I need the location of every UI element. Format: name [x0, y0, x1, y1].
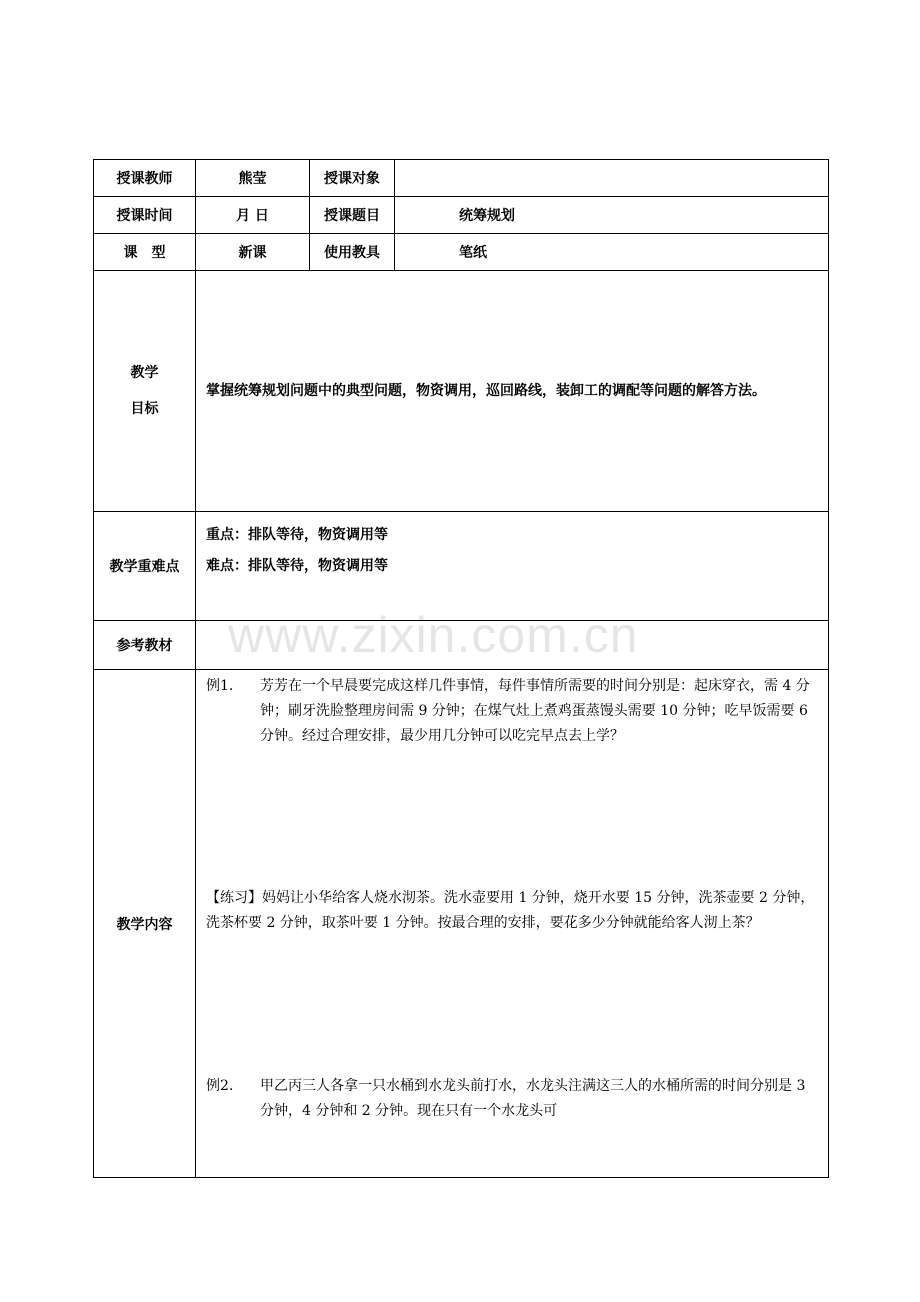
- type-label: 课 型: [94, 234, 196, 271]
- goal-label-line2: 目标: [130, 401, 159, 417]
- target-value: [395, 160, 829, 197]
- target-label: 授课对象: [310, 160, 395, 197]
- row-content: [94, 670, 829, 1178]
- goal-text: 掌握统筹规划问题中的典型问题，物资调用，巡回路线，装卸工的调配等问题的解答方法。: [196, 271, 829, 512]
- key-points-label: 教学重难点: [94, 512, 196, 621]
- example-2-text: 甲乙丙三人各拿一只水桶到水龙头前打水，水龙头注满这三人的水桶所需的时间分别是 3 分钟，4 分钟和 2 分钟。现在只有一个水龙头可: [260, 1078, 806, 1119]
- topic-value: 统筹规划: [395, 197, 829, 234]
- lesson-plan-table: [93, 159, 829, 1178]
- type-value: 新课: [196, 234, 310, 271]
- key-points-cell: [196, 512, 829, 621]
- practice: 【练习】妈妈让小华给客人烧水沏茶。洗水壶要用 1 分钟，烧开水要 15 分钟，洗茶壶要 2 分钟，洗茶杯要 2 分钟，取茶叶要 1 分钟。按最合理的安排，要花多少分钟就能给客人沏上茶？: [206, 890, 815, 931]
- watermark: www.zixin.com.cn: [228, 607, 639, 663]
- teacher-label: 授课教师: [94, 160, 196, 197]
- time-value: 月 日: [196, 197, 310, 234]
- row-goal: [94, 271, 829, 512]
- example-1: [206, 674, 820, 749]
- goal-label: [94, 271, 196, 512]
- content-cell: [196, 670, 829, 1178]
- topic-label: 授课题目: [310, 197, 395, 234]
- goal-label-line1: 教学: [130, 365, 159, 381]
- example-2-number: 例2.: [206, 1078, 234, 1094]
- row-teacher: [94, 160, 829, 197]
- row-reference: [94, 621, 829, 670]
- tools-label: 使用教具: [310, 234, 395, 271]
- row-time: [94, 197, 829, 234]
- content-label: 教学内容: [94, 670, 196, 1178]
- tools-value: 笔纸: [395, 234, 829, 271]
- reference-value: [196, 621, 829, 670]
- difficulty-point: 难点：排队等待，物资调用等: [206, 558, 388, 574]
- example-1-text: 芳芳在一个早晨要完成这样几件事情，每件事情所需要的时间分别是：起床穿衣，需 4 分钟；刷牙洗脸整理房间需 9 分钟；在煤气灶上煮鸡蛋蒸馒头需要 10 分钟；吃早饭需要 6 分钟。经过合理安排，最少用几分钟可以吃完早点去上学？: [260, 678, 810, 744]
- time-label: 授课时间: [94, 197, 196, 234]
- focus-point: 重点：排队等待，物资调用等: [206, 527, 388, 543]
- reference-label: 参考教材: [94, 621, 196, 670]
- example-1-number: 例1.: [206, 678, 234, 694]
- example-2: [206, 1074, 820, 1124]
- row-key-points: [94, 512, 829, 621]
- teacher-value: 熊莹: [196, 160, 310, 197]
- row-type: [94, 234, 829, 271]
